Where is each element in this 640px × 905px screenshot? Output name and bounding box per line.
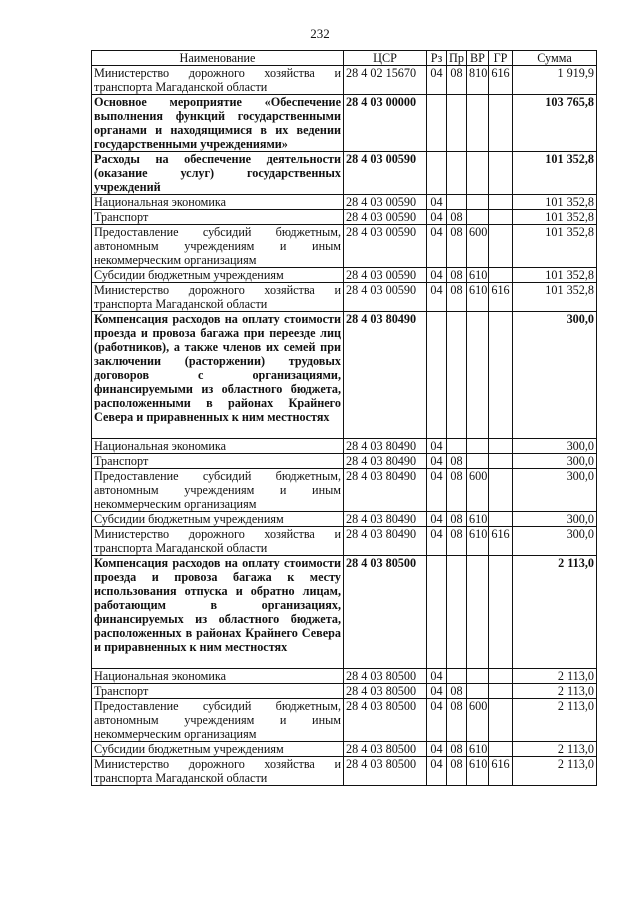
cell-rz: 04 xyxy=(427,283,447,312)
cell-sum: 300,0 xyxy=(513,439,597,454)
cell-sum: 300,0 xyxy=(513,469,597,512)
cell-pr: 08 xyxy=(447,684,467,699)
cell-sum: 2 113,0 xyxy=(513,669,597,684)
cell-sum: 101 352,8 xyxy=(513,210,597,225)
cell-vr: 600 xyxy=(467,699,489,742)
cell-pr xyxy=(447,312,467,439)
cell-name: Компенсация расходов на оплату стоимости проезда и провоза багажа при переезде лиц (работников), а также членов их семей при заключении (расторжении) трудовых договоров с организациями, финансируемыми из областного бюджета, расположенными в районах Крайнего Севера и приравненных к ним местностях xyxy=(92,312,344,439)
header-sum: Сумма xyxy=(513,51,597,66)
cell-gr xyxy=(489,742,513,757)
cell-sum: 300,0 xyxy=(513,454,597,469)
cell-gr xyxy=(489,312,513,439)
cell-gr xyxy=(489,95,513,152)
table-row xyxy=(92,195,597,210)
cell-pr: 08 xyxy=(447,469,467,512)
cell-csr: 28 4 02 15670 xyxy=(344,66,427,95)
cell-rz: 04 xyxy=(427,512,447,527)
table-row xyxy=(92,699,597,742)
cell-vr xyxy=(467,95,489,152)
cell-sum: 101 352,8 xyxy=(513,225,597,268)
cell-vr: 610 xyxy=(467,268,489,283)
cell-name: Субсидии бюджетным учреждениям xyxy=(92,268,344,283)
cell-vr xyxy=(467,556,489,669)
cell-vr: 610 xyxy=(467,283,489,312)
cell-name: Субсидии бюджетным учреждениям xyxy=(92,742,344,757)
cell-pr: 08 xyxy=(447,283,467,312)
cell-pr: 08 xyxy=(447,527,467,556)
cell-rz xyxy=(427,152,447,195)
cell-sum: 1 919,9 xyxy=(513,66,597,95)
header-vr: ВР xyxy=(467,51,489,66)
cell-gr xyxy=(489,454,513,469)
cell-sum: 101 352,8 xyxy=(513,195,597,210)
table-row xyxy=(92,210,597,225)
table-row xyxy=(92,283,597,312)
cell-gr xyxy=(489,210,513,225)
table-row xyxy=(92,439,597,454)
cell-name: Национальная экономика xyxy=(92,669,344,684)
cell-csr: 28 4 03 80500 xyxy=(344,757,427,786)
cell-rz: 04 xyxy=(427,757,447,786)
table-row xyxy=(92,268,597,283)
cell-gr: 616 xyxy=(489,283,513,312)
cell-vr: 600 xyxy=(467,225,489,268)
table-row xyxy=(92,95,597,152)
table-row xyxy=(92,757,597,786)
table-row xyxy=(92,469,597,512)
cell-gr xyxy=(489,268,513,283)
cell-name: Транспорт xyxy=(92,210,344,225)
cell-name: Национальная экономика xyxy=(92,195,344,210)
cell-rz: 04 xyxy=(427,210,447,225)
cell-vr xyxy=(467,195,489,210)
table-row xyxy=(92,312,597,439)
cell-rz: 04 xyxy=(427,527,447,556)
cell-name: Министерство дорожного хозяйства и транспорта Магаданской области xyxy=(92,757,344,786)
table-row xyxy=(92,152,597,195)
cell-rz: 04 xyxy=(427,268,447,283)
cell-csr: 28 4 03 80500 xyxy=(344,684,427,699)
table-row xyxy=(92,225,597,268)
table-row xyxy=(92,556,597,669)
cell-csr: 28 4 03 80490 xyxy=(344,527,427,556)
cell-vr xyxy=(467,669,489,684)
cell-rz: 04 xyxy=(427,225,447,268)
cell-csr: 28 4 03 00590 xyxy=(344,225,427,268)
cell-pr: 08 xyxy=(447,757,467,786)
cell-gr xyxy=(489,669,513,684)
cell-name: Предоставление субсидий бюджетным, автономным учреждениям и иным некоммерческим организациям xyxy=(92,225,344,268)
cell-csr: 28 4 03 80500 xyxy=(344,669,427,684)
budget-table xyxy=(91,50,597,786)
cell-pr: 08 xyxy=(447,225,467,268)
cell-sum: 300,0 xyxy=(513,312,597,439)
cell-sum: 2 113,0 xyxy=(513,699,597,742)
cell-pr: 08 xyxy=(447,210,467,225)
cell-rz: 04 xyxy=(427,439,447,454)
cell-pr xyxy=(447,556,467,669)
table-row xyxy=(92,66,597,95)
cell-name: Министерство дорожного хозяйства и транспорта Магаданской области xyxy=(92,283,344,312)
cell-gr xyxy=(489,556,513,669)
cell-name: Основное мероприятие «Обеспечение выполнения функций государственными органами и находящимися в их ведении государственными учреждениями» xyxy=(92,95,344,152)
cell-name: Министерство дорожного хозяйства и транспорта Магаданской области xyxy=(92,527,344,556)
cell-csr: 28 4 03 00590 xyxy=(344,210,427,225)
cell-vr xyxy=(467,152,489,195)
cell-sum: 101 352,8 xyxy=(513,152,597,195)
cell-pr: 08 xyxy=(447,699,467,742)
cell-rz: 04 xyxy=(427,454,447,469)
cell-vr: 610 xyxy=(467,527,489,556)
table-row xyxy=(92,669,597,684)
cell-name: Национальная экономика xyxy=(92,439,344,454)
cell-pr: 08 xyxy=(447,454,467,469)
cell-gr: 616 xyxy=(489,527,513,556)
table-row xyxy=(92,527,597,556)
table-row xyxy=(92,512,597,527)
header-rz: Рз xyxy=(427,51,447,66)
cell-rz: 04 xyxy=(427,66,447,95)
cell-csr: 28 4 03 00590 xyxy=(344,268,427,283)
cell-name: Транспорт xyxy=(92,454,344,469)
cell-csr: 28 4 03 80490 xyxy=(344,454,427,469)
cell-csr: 28 4 03 80490 xyxy=(344,469,427,512)
cell-csr: 28 4 03 00590 xyxy=(344,195,427,210)
cell-pr: 08 xyxy=(447,512,467,527)
table-body xyxy=(92,66,597,786)
cell-rz: 04 xyxy=(427,699,447,742)
cell-gr: 616 xyxy=(489,757,513,786)
cell-name: Министерство дорожного хозяйства и транспорта Магаданской области xyxy=(92,66,344,95)
cell-sum: 2 113,0 xyxy=(513,757,597,786)
cell-csr: 28 4 03 80490 xyxy=(344,439,427,454)
cell-csr: 28 4 03 00590 xyxy=(344,152,427,195)
cell-gr: 616 xyxy=(489,66,513,95)
cell-rz xyxy=(427,95,447,152)
cell-vr: 610 xyxy=(467,512,489,527)
cell-rz: 04 xyxy=(427,195,447,210)
cell-gr xyxy=(489,512,513,527)
table-row xyxy=(92,684,597,699)
cell-sum: 101 352,8 xyxy=(513,283,597,312)
cell-vr xyxy=(467,312,489,439)
cell-csr: 28 4 03 80500 xyxy=(344,742,427,757)
cell-gr xyxy=(489,152,513,195)
cell-pr xyxy=(447,95,467,152)
cell-sum: 2 113,0 xyxy=(513,556,597,669)
cell-gr xyxy=(489,439,513,454)
cell-pr: 08 xyxy=(447,742,467,757)
cell-gr xyxy=(489,195,513,210)
page-number: 232 xyxy=(310,26,330,41)
cell-rz xyxy=(427,312,447,439)
cell-name: Расходы на обеспечение деятельности (оказание услуг) государственных учреждений xyxy=(92,152,344,195)
cell-sum: 300,0 xyxy=(513,512,597,527)
cell-rz: 04 xyxy=(427,469,447,512)
cell-pr xyxy=(447,152,467,195)
cell-sum: 2 113,0 xyxy=(513,742,597,757)
cell-csr: 28 4 03 00000 xyxy=(344,95,427,152)
header-csr: ЦСР xyxy=(344,51,427,66)
cell-gr xyxy=(489,684,513,699)
cell-sum: 300,0 xyxy=(513,527,597,556)
cell-rz xyxy=(427,556,447,669)
cell-vr: 600 xyxy=(467,469,489,512)
cell-csr: 28 4 03 80500 xyxy=(344,556,427,669)
cell-vr: 610 xyxy=(467,757,489,786)
header-gr: ГР xyxy=(489,51,513,66)
table-header-row xyxy=(92,51,597,66)
cell-rz: 04 xyxy=(427,684,447,699)
cell-gr xyxy=(489,469,513,512)
cell-pr xyxy=(447,195,467,210)
header-name: Наименование xyxy=(92,51,344,66)
cell-gr xyxy=(489,699,513,742)
cell-csr: 28 4 03 00590 xyxy=(344,283,427,312)
cell-sum: 2 113,0 xyxy=(513,684,597,699)
cell-name: Предоставление субсидий бюджетным, автономным учреждениям и иным некоммерческим организациям xyxy=(92,469,344,512)
cell-pr xyxy=(447,439,467,454)
cell-vr: 610 xyxy=(467,742,489,757)
cell-name: Предоставление субсидий бюджетным, автономным учреждениям и иным некоммерческим организациям xyxy=(92,699,344,742)
cell-name: Транспорт xyxy=(92,684,344,699)
cell-name: Компенсация расходов на оплату стоимости проезда и провоза багажа к месту использования отпуска и обратно лицам, работающим в организациях, финансируемых из областного бюджета, расположенных в районах Крайнего Севера и приравненных к ним местностях xyxy=(92,556,344,669)
cell-csr: 28 4 03 80490 xyxy=(344,512,427,527)
cell-gr xyxy=(489,225,513,268)
cell-name: Субсидии бюджетным учреждениям xyxy=(92,512,344,527)
cell-sum: 103 765,8 xyxy=(513,95,597,152)
cell-vr xyxy=(467,454,489,469)
cell-vr xyxy=(467,439,489,454)
cell-vr xyxy=(467,684,489,699)
cell-pr xyxy=(447,669,467,684)
table-row xyxy=(92,742,597,757)
cell-vr: 810 xyxy=(467,66,489,95)
cell-vr xyxy=(467,210,489,225)
cell-rz: 04 xyxy=(427,669,447,684)
header-pr: Пр xyxy=(447,51,467,66)
table-row xyxy=(92,454,597,469)
cell-csr: 28 4 03 80490 xyxy=(344,312,427,439)
cell-csr: 28 4 03 80500 xyxy=(344,699,427,742)
cell-pr: 08 xyxy=(447,66,467,95)
cell-pr: 08 xyxy=(447,268,467,283)
cell-rz: 04 xyxy=(427,742,447,757)
cell-sum: 101 352,8 xyxy=(513,268,597,283)
